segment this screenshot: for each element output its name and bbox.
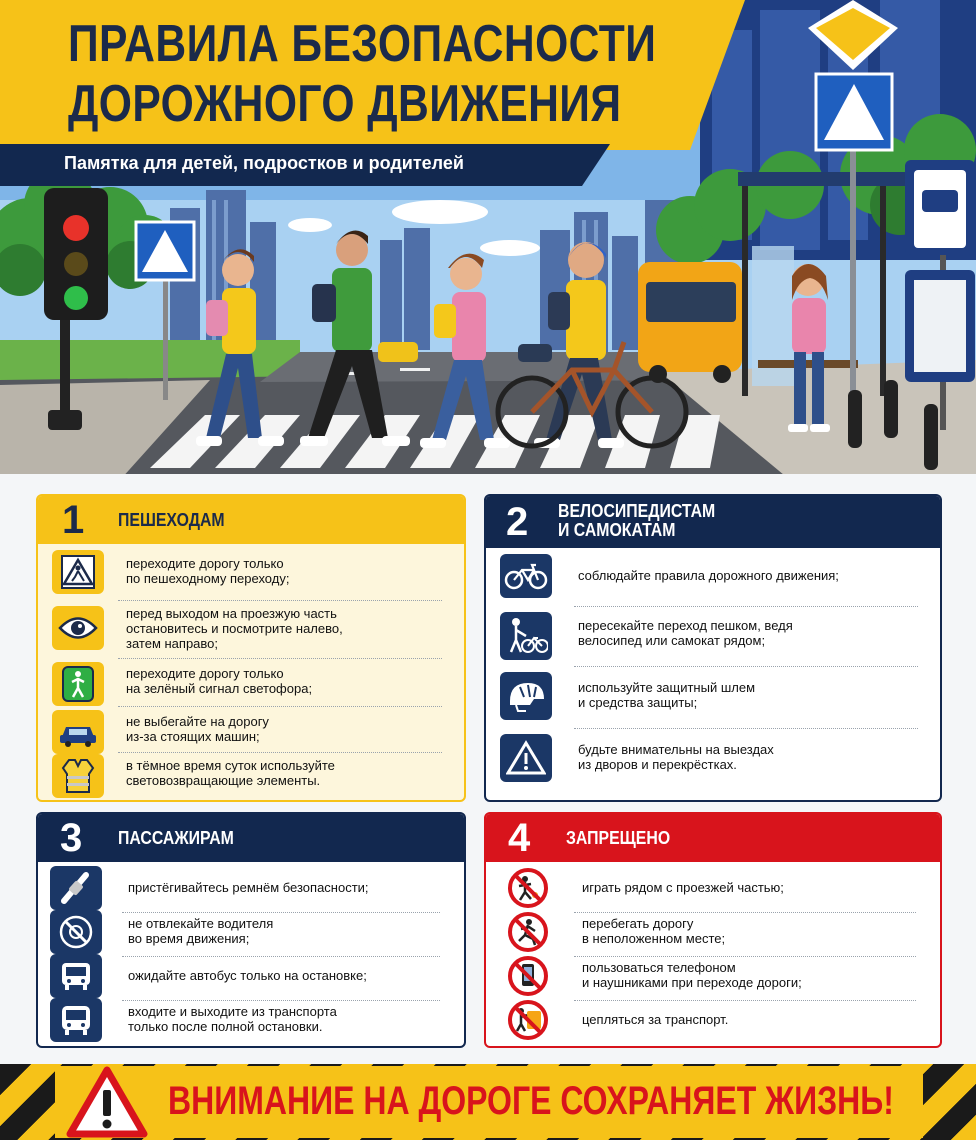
- item-text: перебегать дорогу в неположенном месте;: [582, 916, 726, 946]
- section-header: [486, 814, 940, 862]
- divider: [574, 1000, 916, 1001]
- item-text: пользоваться телефоном и наушниками при переходе дороги;: [582, 960, 802, 990]
- section-header: [38, 814, 464, 862]
- section-number: 4: [508, 816, 531, 860]
- eye-icon: [52, 606, 104, 650]
- item-text: играть рядом с проезжей частью;: [582, 880, 784, 895]
- pedestrian-crossing-sign-icon: [52, 550, 104, 594]
- seatbelt-icon: [50, 866, 102, 910]
- divider: [118, 658, 442, 659]
- section-header: [38, 496, 464, 544]
- section-forbidden: [484, 812, 942, 1048]
- section-number: 2: [506, 500, 529, 544]
- divider: [574, 912, 916, 913]
- person-with-bike-icon: [500, 612, 552, 660]
- no-running-across-icon: [502, 910, 554, 954]
- item-text: в тёмное время суток используйте световозвращающие элементы.: [126, 758, 335, 788]
- item-text: переходите дорогу только на зелёный сигнал светофора;: [126, 666, 313, 696]
- section-header: [486, 496, 940, 548]
- item-text: перед выходом на проезжую часть остановитесь и посмотрите налево, затем направо;: [126, 606, 343, 651]
- divider: [118, 706, 442, 707]
- warning-triangle-icon: [500, 734, 552, 782]
- item-text: будьте внимательны на выездах из дворов и перекрёстках.: [578, 742, 774, 772]
- divider: [574, 606, 918, 607]
- item-text: входите и выходите из транспорта только после полной остановки.: [128, 1004, 337, 1034]
- item-text: переходите дорогу только по пешеходному переходу;: [126, 556, 290, 586]
- section-title: ПАССАЖИРАМ: [118, 828, 234, 848]
- hero-illustration: [0, 0, 976, 480]
- bus-stop-icon: [50, 954, 102, 998]
- divider: [118, 752, 442, 753]
- item-text: используйте защитный шлем и средства защиты;: [578, 680, 756, 710]
- no-phone-icon: [502, 954, 554, 998]
- bicycle-icon: [500, 554, 552, 598]
- section-title: ВЕЛОСИПЕДИСТАМ И САМОКАТАМ: [558, 501, 716, 540]
- no-playing-near-road-icon: [502, 866, 554, 910]
- section-passengers: [36, 812, 466, 1048]
- item-text: ожидайте автобус только на остановке;: [128, 968, 367, 983]
- helmet-icon: [500, 672, 552, 720]
- exclamation-warning-icon: [66, 1066, 148, 1138]
- parked-car-icon: [52, 710, 104, 754]
- section-cyclists: [484, 494, 942, 802]
- divider: [574, 956, 916, 957]
- item-text: соблюдайте правила дорожного движения;: [578, 568, 839, 583]
- section-title: ЗАПРЕЩЕНО: [566, 828, 671, 848]
- divider: [574, 666, 918, 667]
- no-distraction-icon: [50, 910, 102, 954]
- page-subtitle: Памятка для детей, подростков и родителей: [64, 153, 464, 173]
- item-text: пристёгивайтесь ремнём безопасности;: [128, 880, 369, 895]
- section-pedestrians: [36, 494, 466, 802]
- reflective-vest-icon: [52, 754, 104, 798]
- page-title: [68, 14, 656, 134]
- divider: [118, 600, 442, 601]
- item-text: пересекайте переход пешком, ведя велосипед или самокат рядом;: [578, 618, 793, 648]
- section-title: ПЕШЕХОДАМ: [118, 510, 225, 530]
- divider: [122, 912, 440, 913]
- title-line-2: ДОРОЖНОГО ДВИЖЕНИЯ: [68, 75, 622, 133]
- divider: [574, 728, 918, 729]
- section-number: 3: [60, 816, 83, 860]
- green-walk-signal-icon: [52, 662, 104, 706]
- no-hanging-on-vehicle-icon: [502, 998, 554, 1042]
- footer-slogan: ВНИМАНИЕ НА ДОРОГЕ СОХРАНЯЕТ ЖИЗНЬ!: [168, 1079, 894, 1123]
- divider: [122, 956, 440, 957]
- item-text: цепляться за транспорт.: [582, 1012, 729, 1027]
- bus-front-icon: [50, 998, 102, 1042]
- item-text: не выбегайте на дорогу из-за стоящих машин;: [126, 714, 269, 744]
- divider: [122, 1000, 440, 1001]
- section-number: 1: [62, 498, 85, 542]
- item-text: не отвлекайте водителя во время движения;: [128, 916, 274, 946]
- title-line-1: ПРАВИЛА БЕЗОПАСНОСТИ: [68, 15, 657, 73]
